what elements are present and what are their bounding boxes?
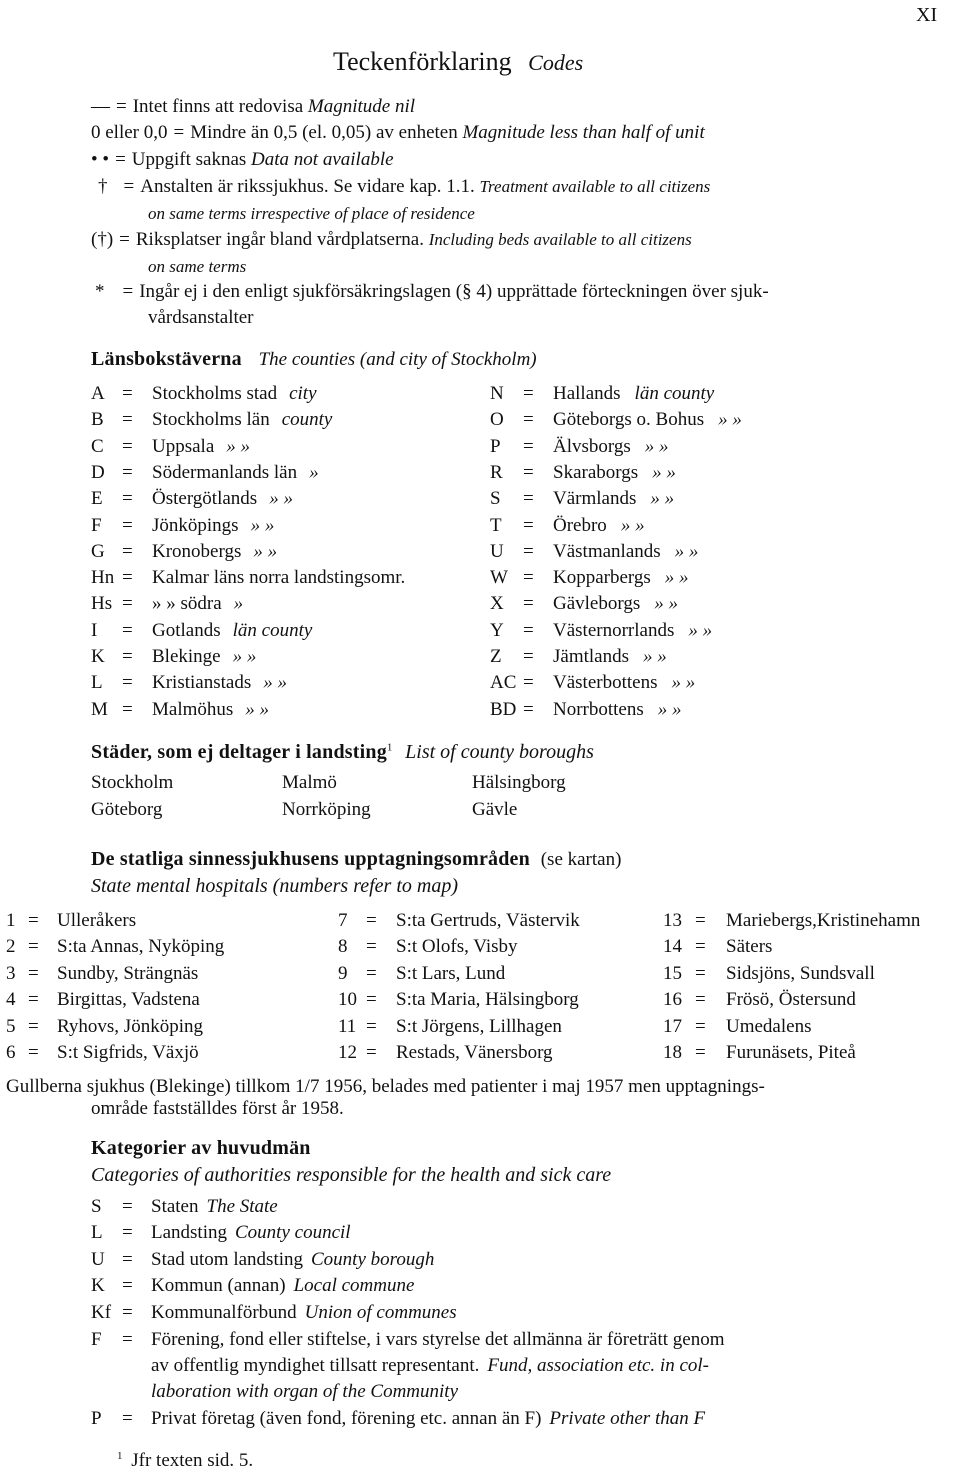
hospital-number: 13 — [663, 910, 682, 931]
hospital-equals: = — [366, 1015, 377, 1037]
county-code: M — [91, 698, 108, 720]
hospital-number: 7 — [338, 910, 348, 931]
county-note: » — [309, 461, 319, 483]
county-equals: = — [122, 593, 133, 615]
county-name-row — [553, 489, 674, 510]
county-note: » » — [657, 698, 682, 720]
hospital-number: 9 — [338, 962, 348, 984]
county-code: AC — [490, 672, 517, 694]
county-name: Göteborgs o. Bohus — [553, 409, 705, 431]
hospital-equals: = — [366, 1042, 377, 1063]
hospital-name: S:t Olofs, Visby — [396, 936, 518, 958]
hospital-equals: = — [28, 1042, 39, 1063]
borough-name: Göteborg — [91, 799, 163, 820]
category-sv: Stad utom landsting — [151, 1249, 303, 1270]
category-en: County council — [235, 1222, 351, 1243]
county-note: » » — [232, 646, 257, 667]
category-en: The State — [206, 1196, 278, 1217]
code-not-included-cont: vårdsanstalter — [148, 307, 254, 328]
category-text — [151, 1197, 278, 1218]
hospital-equals: = — [695, 936, 706, 958]
hospital-number: 18 — [663, 1042, 682, 1063]
hospital-equals: = — [366, 962, 377, 984]
county-equals: = — [523, 514, 534, 536]
county-name: Jönköpings — [152, 514, 239, 536]
title-sv: Teckenförklaring — [333, 47, 512, 76]
hospital-number: 6 — [6, 1042, 16, 1063]
county-name-row — [152, 384, 317, 405]
county-note: » » — [671, 672, 696, 694]
category-text — [151, 1250, 434, 1271]
hospital-name: Frösö, Östersund — [726, 989, 856, 1011]
category-equals: = — [122, 1329, 133, 1350]
category-equals: = — [122, 1249, 133, 1270]
county-code: E — [91, 488, 103, 510]
category-text-line2 — [151, 1356, 709, 1377]
county-name: Malmöhus — [152, 698, 234, 720]
hospitals-note-line2: område fastställdes först år 1958. — [91, 1098, 344, 1119]
county-name-row — [152, 489, 293, 510]
county-name-row — [152, 463, 319, 484]
category-text — [151, 1276, 414, 1297]
county-equals: = — [122, 540, 133, 562]
hospital-name: S:t Lars, Lund — [396, 962, 506, 984]
category-en: County borough — [311, 1249, 435, 1270]
footnote: $^1$ Jfr texten sid. 5. — [117, 1450, 254, 1472]
borough-name: Hälsingborg — [472, 772, 566, 793]
hospital-name: Furunäsets, Piteå — [726, 1042, 856, 1063]
county-note: län county — [634, 383, 715, 404]
hospital-equals: = — [28, 936, 39, 958]
categories-heading: Kategorier av huvudmän — [91, 1137, 311, 1159]
county-name-row — [553, 542, 698, 563]
county-name-row — [553, 621, 712, 642]
category-sv: Staten — [151, 1196, 199, 1217]
county-code: Z — [490, 646, 502, 667]
category-text — [151, 1330, 725, 1351]
category-en: Local commune — [293, 1275, 415, 1296]
county-name-row — [152, 700, 269, 721]
hospital-name: Ryhovs, Jönköping — [57, 1015, 203, 1037]
hospital-number: 8 — [338, 936, 348, 958]
county-equals: = — [122, 698, 133, 720]
hospital-name: Sundby, Strängnäs — [57, 962, 199, 984]
county-note: » » — [245, 698, 270, 720]
county-equals: = — [523, 567, 534, 589]
county-equals: = — [523, 672, 534, 694]
counties-heading: Länsbokstäverna The counties (and city of Stockholm) — [91, 348, 537, 370]
county-code: P — [490, 435, 501, 457]
county-code: O — [490, 409, 504, 431]
county-name: Kronobergs — [152, 540, 242, 562]
county-code: S — [490, 488, 501, 510]
category-sv: Kommun (annan) — [151, 1275, 286, 1296]
county-name: Skaraborgs — [553, 461, 639, 483]
county-code: Hn — [91, 567, 115, 589]
county-name-row — [152, 647, 256, 668]
county-name: Uppsala — [152, 435, 215, 457]
hospital-number: 11 — [338, 1015, 357, 1037]
county-code: R — [490, 461, 503, 483]
county-equals: = — [122, 567, 133, 589]
borough-name: Malmö — [282, 772, 337, 793]
hospital-name: Restads, Vänersborg — [396, 1042, 553, 1063]
hospital-name: Umedalens — [726, 1015, 812, 1037]
hospital-equals: = — [28, 1015, 39, 1037]
county-equals: = — [122, 409, 133, 431]
county-name-row — [553, 568, 689, 589]
county-equals: = — [523, 619, 534, 641]
county-name-row — [553, 700, 682, 721]
hospital-equals: = — [28, 962, 39, 984]
county-code: G — [91, 540, 105, 562]
county-equals: = — [523, 409, 534, 431]
county-equals: = — [523, 461, 534, 483]
county-name: Kopparbergs — [553, 567, 651, 589]
category-code: U — [91, 1249, 105, 1270]
hospital-number: 3 — [6, 962, 16, 984]
county-equals: = — [122, 488, 133, 510]
county-name: » » södra — [152, 593, 222, 615]
category-equals: = — [122, 1196, 133, 1217]
county-name: Värmlands — [553, 488, 637, 510]
hospital-number: 15 — [663, 962, 682, 984]
page-number: XI — [916, 4, 938, 26]
hospital-equals: = — [366, 910, 377, 931]
county-note: » » — [226, 435, 251, 457]
hospital-equals: = — [695, 1015, 706, 1037]
county-note: » » — [718, 409, 742, 431]
code-not-available: • • = Uppgift saknas Data not available — [91, 149, 394, 170]
county-note: » » — [650, 488, 675, 510]
county-note: län county — [232, 619, 313, 641]
county-note: » — [233, 593, 244, 615]
category-sv: Privat företag (även fond, förening etc. annan än F) — [151, 1408, 542, 1429]
county-name-row — [553, 410, 742, 431]
county-code: F — [91, 514, 102, 536]
county-note: » » — [620, 514, 645, 536]
category-sv-line2: av offentlig myndighet tillsatt representant. — [151, 1355, 480, 1376]
category-code: F — [91, 1329, 102, 1350]
title-en: Codes — [528, 50, 584, 75]
page-title — [333, 48, 583, 77]
county-name-row — [553, 437, 669, 458]
county-code: B — [91, 409, 104, 431]
county-note: » » — [269, 488, 293, 510]
county-note: » » — [674, 540, 699, 562]
county-note: » » — [644, 435, 669, 457]
county-equals: = — [122, 619, 133, 641]
county-name: Stockholms län — [152, 409, 270, 431]
county-code: Hs — [91, 593, 113, 615]
county-name: Västmanlands — [553, 540, 661, 562]
code-national-beds: (†) = Riksplatser ingår bland vårdplatserna. Including beds available to all citizens — [91, 229, 692, 250]
county-name: Östergötlands — [152, 488, 258, 510]
county-note: » » — [253, 540, 278, 562]
hospital-equals: = — [366, 936, 377, 958]
category-equals: = — [122, 1222, 133, 1243]
hospital-number: 16 — [663, 989, 682, 1011]
county-code: K — [91, 646, 105, 667]
category-code: K — [91, 1275, 105, 1296]
county-note: » » — [688, 619, 713, 641]
category-en: Union of communes — [304, 1302, 457, 1323]
county-name: Stockholms stad — [152, 383, 278, 404]
county-note: » » — [263, 672, 287, 694]
hospital-equals: = — [695, 962, 706, 984]
categories-heading-en: Categories of authorities responsible for the health and sick care — [91, 1164, 612, 1186]
category-text — [151, 1303, 457, 1324]
county-name-row — [152, 568, 417, 589]
code-national-hospital: † = Anstalten är rikssjukhus. Se vidare kap. 1.1. Treatment available to all citizens — [98, 176, 711, 197]
hospitals-heading: De statliga sinnessjukhusens upptagningsområden (se kartan) — [91, 848, 622, 870]
county-name-row — [553, 463, 676, 484]
hospital-name: S:t Sigfrids, Växjö — [57, 1042, 199, 1063]
county-name-row — [152, 516, 274, 537]
county-equals: = — [523, 698, 534, 720]
hospitals-heading-en: State mental hospitals (numbers refer to map) — [91, 875, 459, 897]
county-code: L — [91, 672, 103, 694]
category-equals: = — [122, 1302, 133, 1323]
county-code: D — [91, 461, 105, 483]
category-code: P — [91, 1408, 102, 1429]
hospital-number: 1 — [6, 910, 16, 931]
hospital-name: S:ta Maria, Hälsingborg — [396, 989, 579, 1011]
county-name: Västernorrlands — [553, 619, 675, 641]
county-name: Kristianstads — [152, 672, 252, 694]
county-equals: = — [122, 383, 133, 404]
code-nil: — = Intet finns att redovisa Magnitude nil — [91, 96, 416, 117]
code-less-than-half: 0 eller 0,0 = Mindre än 0,5 (el. 0,05) av enheten Magnitude less than half of unit — [91, 122, 705, 143]
county-code: W — [490, 567, 508, 589]
county-name-row — [152, 437, 250, 458]
county-code: U — [490, 540, 504, 562]
county-note: » » — [250, 514, 275, 536]
hospital-equals: = — [366, 989, 377, 1011]
hospital-name: Ulleråkers — [57, 910, 137, 931]
code-national-beds-en-cont: on same terms — [148, 257, 247, 276]
category-text — [151, 1409, 705, 1430]
county-name: Blekinge — [152, 646, 221, 667]
county-name: Södermanlands län — [152, 461, 298, 483]
county-name-row — [553, 516, 645, 537]
hospital-name: Säters — [726, 936, 773, 958]
county-code: Y — [490, 619, 504, 641]
county-name: Gotlands — [152, 619, 221, 641]
hospital-equals: = — [695, 1042, 706, 1063]
code-national-hospital-en-cont: on same terms irrespective of place of residence — [148, 204, 475, 223]
category-en: Private other than F — [549, 1408, 706, 1429]
hospital-equals: = — [695, 910, 706, 931]
boroughs-heading: Städer, som ej deltager i landsting$^1$ List of county boroughs — [91, 741, 594, 763]
borough-name: Norrköping — [282, 799, 371, 820]
county-name-row — [553, 594, 678, 615]
county-name: Älvsborgs — [553, 435, 631, 457]
category-sv: Förening, fond eller stiftelse, i vars styrelse det allmänna är företrätt genom — [151, 1329, 725, 1350]
category-sv: Kommunalförbund — [151, 1302, 297, 1323]
county-note: » » — [654, 593, 678, 615]
county-name-row — [152, 410, 332, 431]
category-code: S — [91, 1196, 102, 1217]
county-name: Västerbottens — [553, 672, 658, 694]
county-name-row — [152, 621, 312, 642]
county-name-row — [152, 673, 287, 694]
hospital-name: S:t Jörgens, Lillhagen — [396, 1015, 562, 1037]
category-text — [151, 1223, 351, 1244]
hospital-number: 10 — [338, 989, 357, 1011]
code-not-included: * = Ingår ej i den enligt sjukförsäkringslagen (§ 4) upprättade förteckningen över sjuk- — [95, 281, 769, 302]
county-equals: = — [122, 514, 133, 536]
hospital-equals: = — [28, 989, 39, 1011]
county-equals: = — [122, 435, 133, 457]
category-sv: Landsting — [151, 1222, 227, 1243]
county-note: city — [289, 383, 317, 404]
hospital-number: 17 — [663, 1015, 682, 1037]
county-name: Norrbottens — [553, 698, 644, 720]
category-code: L — [91, 1222, 103, 1243]
category-en-line3: laboration with organ of the Community — [151, 1381, 458, 1402]
county-code: T — [490, 514, 502, 536]
county-name: Gävleborgs — [553, 593, 641, 615]
county-note: county — [281, 409, 333, 431]
county-equals: = — [523, 383, 534, 404]
county-code: A — [91, 383, 105, 404]
category-equals: = — [122, 1275, 133, 1296]
county-equals: = — [122, 672, 133, 694]
hospital-equals: = — [28, 910, 39, 931]
county-equals: = — [523, 593, 534, 615]
category-equals: = — [122, 1408, 133, 1429]
county-name-row — [152, 594, 243, 615]
county-equals: = — [523, 435, 534, 457]
hospital-name: Mariebergs,Kristinehamn — [726, 910, 921, 931]
county-code: C — [91, 435, 104, 457]
county-equals: = — [523, 540, 534, 562]
hospital-number: 4 — [6, 989, 16, 1011]
category-en-line2: Fund, association etc. in col- — [487, 1355, 710, 1376]
county-equals: = — [523, 646, 534, 667]
hospital-number: 12 — [338, 1042, 357, 1063]
county-name: Jämtlands — [553, 646, 629, 667]
hospital-name: Sidsjöns, Sundsvall — [726, 962, 875, 984]
county-name: Hallands — [553, 383, 621, 404]
county-equals: = — [122, 461, 133, 483]
borough-name: Stockholm — [91, 772, 174, 793]
hospital-number: 2 — [6, 936, 16, 958]
county-name-row — [152, 542, 277, 563]
county-name-row — [553, 384, 714, 405]
county-note: » » — [643, 646, 667, 667]
county-code: X — [490, 593, 504, 615]
county-name-row — [553, 647, 667, 668]
county-name: Kalmar läns norra landstingsomr. — [152, 567, 406, 589]
county-code: BD — [490, 698, 517, 720]
county-code: N — [490, 383, 504, 404]
county-equals: = — [122, 646, 133, 667]
borough-name: Gävle — [472, 799, 518, 820]
category-code: Kf — [91, 1302, 112, 1323]
hospital-name: S:ta Gertruds, Västervik — [396, 910, 580, 931]
county-name: Örebro — [553, 514, 607, 536]
county-equals: = — [523, 488, 534, 510]
hospital-number: 14 — [663, 936, 682, 958]
county-note: » » — [652, 461, 676, 483]
hospital-name: S:ta Annas, Nyköping — [57, 936, 225, 958]
hospital-equals: = — [695, 989, 706, 1011]
hospitals-note-line1: Gullberna sjukhus (Blekinge) tillkom 1/7 1956, belades med patienter i maj 1957 men upptagnings- — [6, 1076, 765, 1097]
county-code: I — [91, 619, 98, 641]
county-note: » » — [664, 567, 689, 589]
hospital-number: 5 — [6, 1015, 16, 1037]
county-name-row — [553, 673, 695, 694]
hospital-name: Birgittas, Vadstena — [57, 989, 200, 1011]
